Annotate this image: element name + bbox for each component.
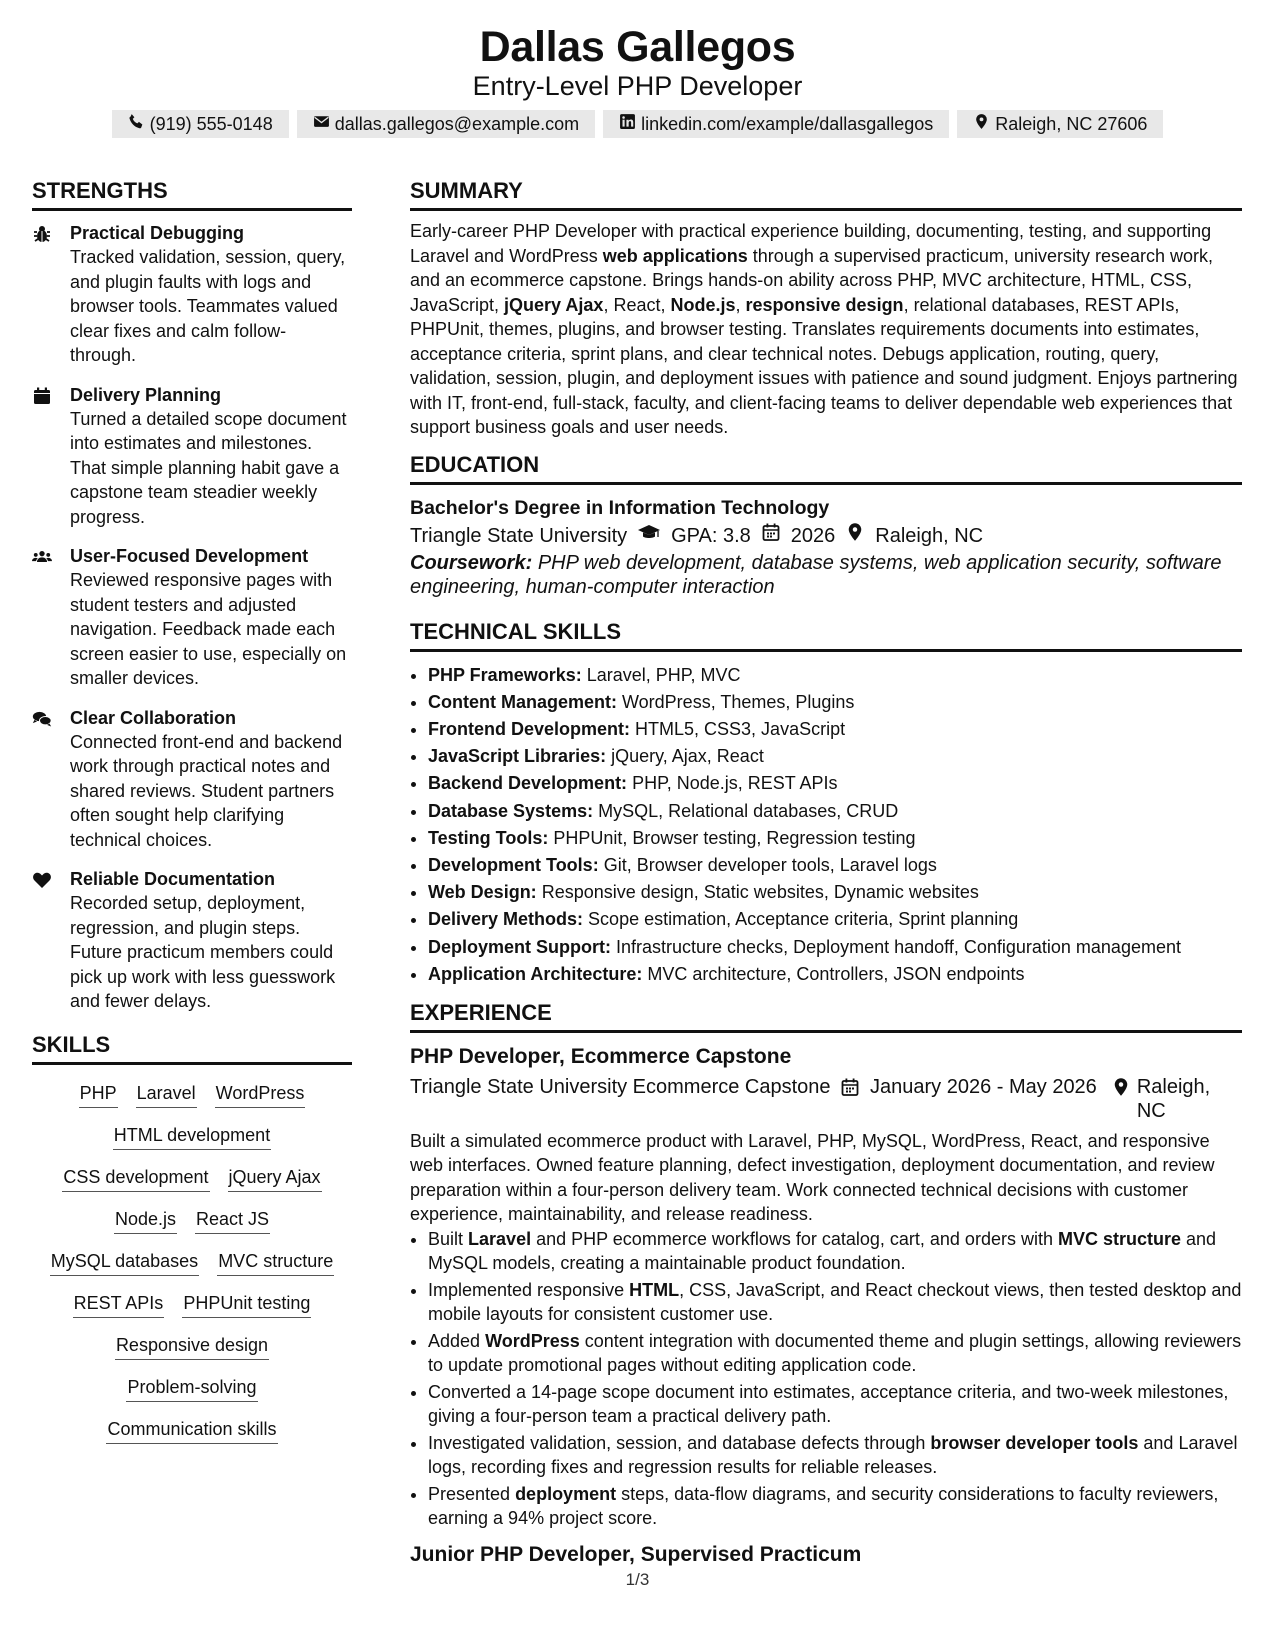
emphasized-text: web applications [602, 245, 748, 266]
skill-category: Deployment Support: [428, 936, 611, 957]
skill-tag: HTML development [113, 1123, 271, 1150]
skill-tag: Laravel [136, 1081, 197, 1108]
users-icon [32, 544, 58, 691]
text-segment: Built [428, 1228, 469, 1249]
strength-title: User-Focused Development [70, 546, 309, 566]
text-segment: , CSS, JavaScript, and React checkout views, then tested desktop and mobile layouts for consistent customer use. [428, 1279, 1242, 1325]
skill-tag: Responsive design [115, 1333, 269, 1360]
text-segment: Investigated validation, session, and database defects through [428, 1432, 931, 1453]
skill-category: Frontend Development: [428, 718, 631, 739]
skill-category: Application Architecture: [428, 963, 643, 984]
emphasized-text: jQuery Ajax [504, 294, 604, 315]
skill-category: JavaScript Libraries: [428, 746, 607, 767]
technical-skill-item [428, 852, 1242, 879]
education-details [410, 521, 1242, 551]
coursework [410, 551, 1242, 599]
skill-tag: Node.js [114, 1207, 177, 1234]
skill-values: Responsive design, Static websites, Dynamic websites [536, 882, 979, 903]
technical-skills-list [410, 662, 1242, 988]
strength-title: Clear Collaboration [70, 707, 237, 728]
job-dates [840, 1075, 1097, 1123]
text-segment: Early-career PHP Developer with practical experience building, documenting, testing, and supporting Laravel and WordPress [410, 221, 1212, 266]
emphasized-text: HTML [629, 1279, 680, 1300]
technical-skill-item [428, 825, 1242, 852]
text-segment: steps, data-flow diagrams, and security considerations to faculty reviewers, earning a 94% project score. [428, 1483, 1219, 1529]
school-name: Triangle State University [410, 524, 628, 547]
technical-skill-item [428, 961, 1242, 988]
emphasized-text: browser developer tools [930, 1432, 1139, 1453]
skill-tag: PHP [79, 1081, 118, 1108]
skill-tag: jQuery Ajax [228, 1165, 322, 1192]
experience-heading: EXPERIENCE [410, 1000, 1242, 1033]
skill-values: jQuery, Ajax, React [606, 746, 764, 767]
skill-values: PHPUnit, Browser testing, Regression testing [548, 827, 916, 848]
calendar-icon [840, 1075, 860, 1103]
text-segment: through a supervised practicum, university research work, and an ecommerce capstone. Brings hands-on ability across PHP, MVC architecture, HTML, CSS, JavaScript, [410, 245, 1213, 315]
emphasized-text: MVC structure [1057, 1228, 1181, 1249]
graduation-cap-icon [637, 521, 661, 551]
strength-item [32, 544, 352, 691]
skill-category: Web Design: [428, 882, 537, 903]
bug-icon [32, 221, 58, 368]
skills-row [32, 1249, 352, 1276]
skill-category: Development Tools: [428, 854, 599, 875]
strength-item [32, 221, 352, 368]
text-segment: content integration with documented theme and plugin settings, allowing reviewers to update promotional pages without editing application code. [428, 1330, 1242, 1376]
skill-values: Laravel, PHP, MVC [581, 664, 741, 685]
skill-tag: MySQL databases [50, 1249, 199, 1276]
comments-icon [32, 706, 58, 853]
skill-values: MVC architecture, Controllers, JSON endpoints [642, 963, 1025, 984]
skill-tag: React JS [195, 1207, 270, 1234]
strength-desc: Connected front-end and backend work through practical notes and shared reviews. Student partners often sought help clarifying technical choices. [70, 731, 343, 850]
resume-header [0, 22, 1275, 138]
skills-row [32, 1375, 352, 1402]
job-title: PHP Developer, Ecommerce Capstone [410, 1044, 792, 1068]
graduation-year: 2026 [790, 524, 836, 547]
contact-phone[interactable] [112, 110, 289, 138]
skill-category: Testing Tools: [428, 827, 549, 848]
contact-location [957, 110, 1163, 138]
skills-row [32, 1291, 352, 1318]
job-location-text: Raleigh, NC [1136, 1075, 1211, 1122]
map-pin-icon [973, 110, 990, 138]
heart-icon [32, 867, 58, 1014]
strengths-heading: STRENGTHS [32, 178, 352, 211]
contact-text: linkedin.com/example/dallasgallegos [641, 114, 934, 134]
technical-skill-item [428, 770, 1242, 797]
text-segment: , relational databases, REST APIs, PHPUnit, themes, plugins, and browser testing. Translates requirements documents into estimates, acceptance criteria, sprint plans, and clear technical notes. Debugs application, routing, query, validation, session, plugin, and deployment issues with patience and sound judgment. Enjoys partnering with IT, front-end, full-stack, faculty, and client-facing teams to deliver dependable web experiences that support business goals and user needs. [410, 294, 1238, 437]
skills-row [32, 1165, 352, 1192]
skill-category: Database Systems: [428, 800, 594, 821]
skill-tag: MVC structure [217, 1249, 334, 1276]
strength-item [32, 706, 352, 853]
candidate-name: Dallas Gallegos [479, 23, 796, 71]
emphasized-text: Laravel [468, 1228, 532, 1249]
emphasized-text: WordPress [485, 1330, 580, 1351]
strength-desc: Recorded setup, deployment, regression, and plugin steps. Future practicum members could pick up work with less guesswork and fewer delays. [70, 893, 336, 1011]
strength-title: Practical Debugging [70, 223, 245, 243]
skill-category: Delivery Methods: [428, 909, 584, 930]
left-column [32, 178, 352, 1459]
technical-skills-heading: TECHNICAL SKILLS [410, 619, 1242, 652]
skill-category: Content Management: [428, 691, 617, 712]
skill-tag: Communication skills [106, 1417, 277, 1444]
skill-values: HTML5, CSS3, JavaScript [630, 718, 846, 739]
strength-item [32, 383, 352, 530]
school-location: Raleigh, NC [875, 524, 984, 547]
calendar-icon [32, 383, 58, 530]
strength-desc: Reviewed responsive pages with student testers and adjusted navigation. Feedback made each screen easier to use, especially on smaller devices. [70, 570, 347, 688]
text-segment: , [735, 294, 746, 315]
job-bullet [428, 1380, 1242, 1429]
degree-title: Bachelor's Degree in Information Technology [410, 496, 830, 519]
strength-title: Reliable Documentation [70, 869, 276, 889]
summary-text [410, 219, 1242, 440]
skill-tag: CSS development [62, 1165, 209, 1192]
text-segment: and MySQL models, creating a maintainable product foundation. [428, 1228, 1217, 1274]
skills-row [32, 1333, 352, 1360]
skills-row [32, 1081, 352, 1108]
contact-text: Raleigh, NC 27606 [995, 114, 1148, 134]
job-title: Junior PHP Developer, Supervised Practicum [410, 1542, 862, 1566]
text-segment: and Laravel logs, recording fixes and regression results for reliable releases. [428, 1432, 1238, 1478]
skill-tag: PHPUnit testing [182, 1291, 311, 1318]
education-heading: EDUCATION [410, 452, 1242, 485]
skill-values: WordPress, Themes, Plugins [617, 691, 855, 712]
contact-bar [0, 110, 1275, 138]
text-segment: and PHP ecommerce workflows for catalog, cart, and orders with [531, 1228, 1058, 1249]
job-description: Built a simulated ecommerce product with Laravel, PHP, MySQL, WordPress, React, and responsive web interfaces. Owned feature planning, defect investigation, deployment documentation, and review preparation within a four-person delivery team. Work connected technical decisions with customer experience, maintainability, and release readiness. [410, 1130, 1215, 1225]
map-pin-icon [1111, 1075, 1131, 1103]
phone-icon [128, 110, 145, 138]
coursework-label: Coursework: [410, 551, 533, 574]
technical-skill-item [428, 662, 1242, 689]
strength-desc: Turned a detailed scope document into estimates and milestones. That simple planning habit gave a capstone team steadier weekly progress. [70, 408, 347, 527]
technical-skill-item [428, 743, 1242, 770]
skill-values: Git, Browser developer tools, Laravel logs [598, 854, 937, 875]
skill-category: Backend Development: [428, 773, 628, 794]
text-segment: Implemented responsive [428, 1279, 630, 1300]
skill-tag: REST APIs [73, 1291, 165, 1318]
skill-values: Scope estimation, Acceptance criteria, Sprint planning [583, 909, 1019, 930]
job-bullets [410, 1227, 1242, 1531]
linkedin-icon [619, 110, 636, 138]
contact-text: (919) 555-0148 [149, 114, 273, 134]
text-segment: Presented [428, 1483, 516, 1504]
skills-heading: SKILLS [32, 1032, 352, 1065]
skill-tag: WordPress [215, 1081, 306, 1108]
text-segment: Added [428, 1330, 486, 1351]
candidate-title: Entry-Level PHP Developer [472, 71, 803, 101]
emphasized-text: Node.js [670, 294, 736, 315]
technical-skill-item [428, 716, 1242, 743]
summary-heading: SUMMARY [410, 178, 1242, 211]
skill-values: MySQL, Relational databases, CRUD [593, 800, 899, 821]
coursework-text: PHP web development, database systems, web application security, software engineering, human-computer interaction [410, 551, 1222, 598]
contact-text: dallas.gallegos@example.com [334, 114, 580, 134]
page-number: 1/3 [625, 1570, 650, 1589]
technical-skill-item [428, 906, 1242, 933]
emphasized-text: responsive design [745, 294, 904, 315]
job-organization: Triangle State University Ecommerce Capstone [410, 1075, 831, 1098]
strength-title: Delivery Planning [70, 384, 222, 405]
skill-category: PHP Frameworks: [428, 664, 582, 685]
envelope-icon [313, 110, 330, 138]
technical-skill-item [428, 798, 1242, 825]
emphasized-text: deployment [515, 1483, 617, 1504]
skills-list [32, 1081, 352, 1444]
gpa: GPA: 3.8 [671, 524, 751, 547]
job-meta [410, 1075, 1242, 1123]
job-bullet [428, 1278, 1242, 1327]
map-pin-icon [845, 521, 865, 551]
technical-skill-item [428, 934, 1242, 961]
calendar-icon [761, 521, 781, 551]
strength-item [32, 867, 352, 1014]
skill-values: Infrastructure checks, Deployment handoff, Configuration management [611, 936, 1181, 957]
skills-row [32, 1207, 352, 1234]
technical-skill-item [428, 879, 1242, 906]
contact-linkedin[interactable] [603, 110, 949, 138]
skill-tag: Problem-solving [126, 1375, 257, 1402]
job-bullet [428, 1431, 1242, 1480]
text-segment: Converted a 14-page scope document into estimates, acceptance criteria, and two-week milestones, giving a four-person team a practical delivery path. [428, 1381, 1229, 1427]
job-date-range: January 2026 - May 2026 [870, 1075, 1097, 1098]
job-bullet [428, 1329, 1242, 1378]
text-segment: , React, [603, 294, 671, 315]
job-bullet [428, 1482, 1242, 1531]
right-column [410, 178, 1242, 1569]
job-location [1111, 1075, 1232, 1123]
contact-email[interactable] [297, 110, 595, 138]
strength-desc: Tracked validation, session, query, and plugin faults with logs and browser tools. Teammates valued clear fixes and calm follow-through. [70, 247, 346, 365]
skills-row [32, 1123, 352, 1150]
skills-row [32, 1417, 352, 1444]
technical-skill-item [428, 689, 1242, 716]
job-bullet [428, 1227, 1242, 1276]
skill-values: PHP, Node.js, REST APIs [627, 773, 838, 794]
